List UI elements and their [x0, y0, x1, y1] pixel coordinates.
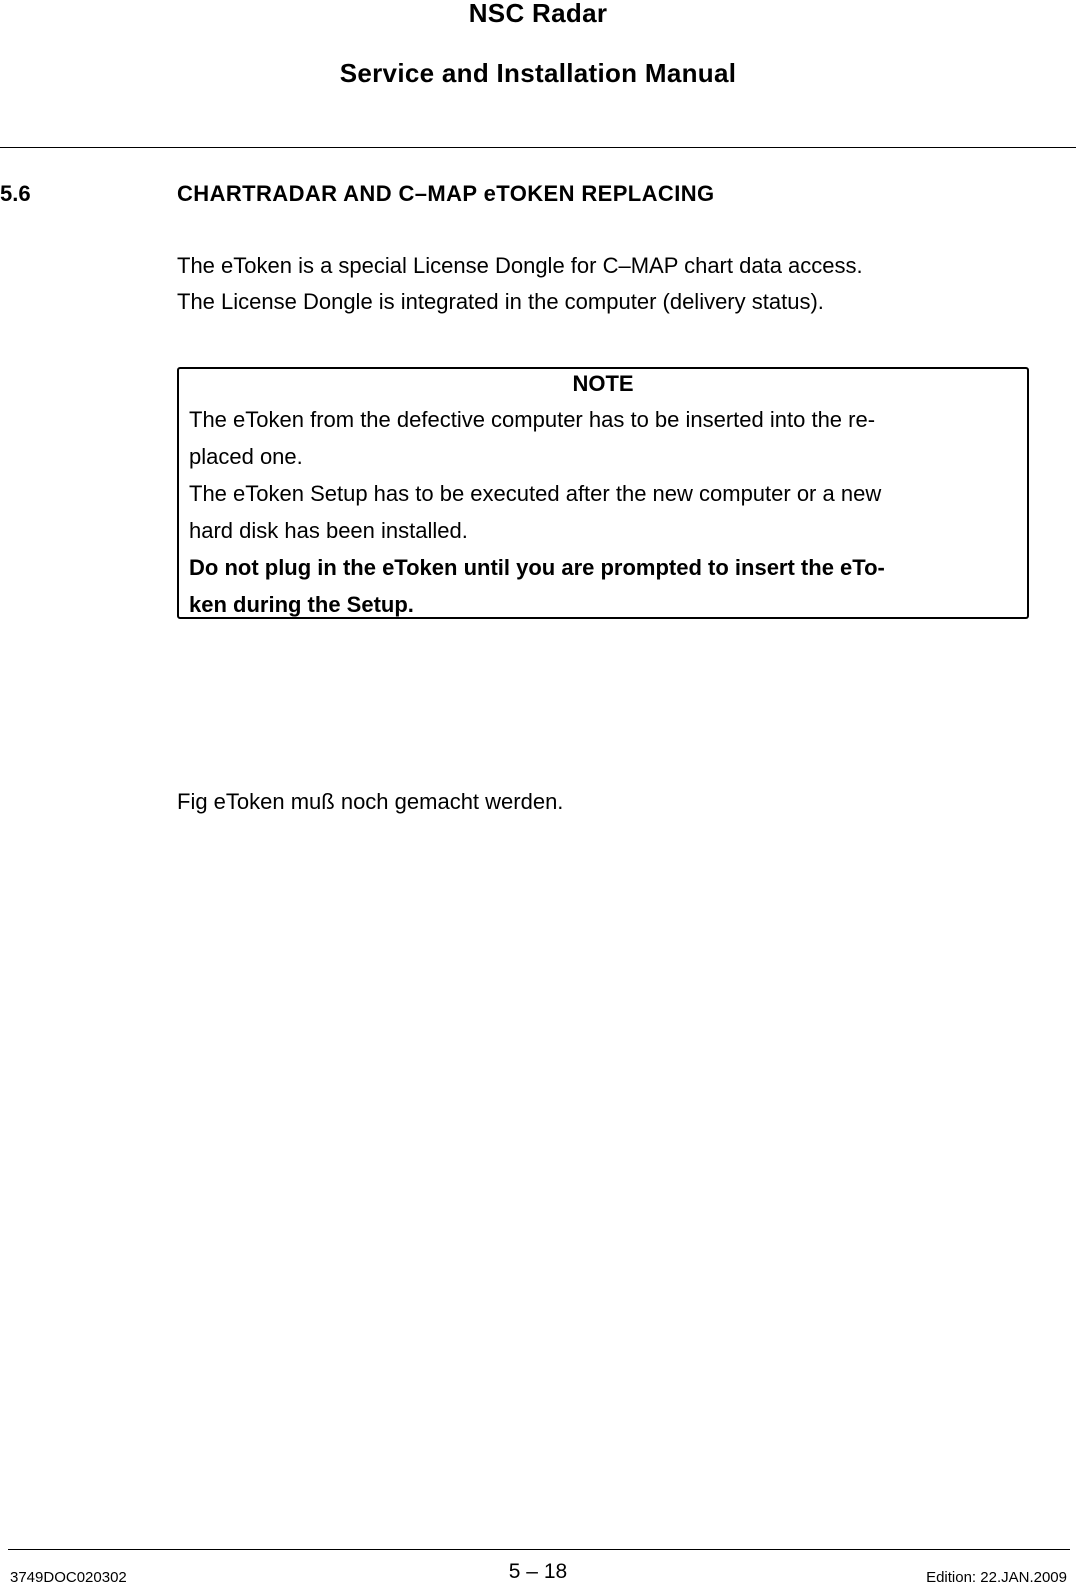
document-number: 3749DOC020302	[10, 1569, 127, 1586]
page-number: 5 – 18	[508, 1560, 568, 1583]
note-text-line: The eToken Setup has to be executed after the new computer or a new	[189, 481, 882, 506]
note-warning-line: Do not plug in the eToken until you are prompted to insert the eTo-	[189, 555, 885, 580]
note-text-line: placed one.	[189, 444, 303, 469]
note-box	[177, 367, 1029, 619]
intro-paragraph-line: The License Dongle is integrated in the computer (delivery status).	[177, 289, 824, 314]
header-divider	[0, 147, 1076, 148]
section-title: CHARTRADAR AND C–MAP eTOKEN REPLACING	[177, 181, 715, 206]
section-number: 5.6	[0, 181, 31, 206]
note-text-line: hard disk has been installed.	[189, 518, 468, 543]
footer-divider	[8, 1549, 1070, 1550]
figure-placeholder-text: Fig eToken muß noch gemacht werden.	[177, 789, 564, 814]
note-warning-line: ken during the Setup.	[189, 592, 414, 617]
intro-paragraph-line: The eToken is a special License Dongle for C–MAP chart data access.	[177, 253, 863, 278]
note-heading: NOTE	[572, 371, 634, 396]
document-subtitle: Service and Installation Manual	[339, 58, 737, 88]
edition-date: Edition: 22.JAN.2009	[926, 1569, 1067, 1586]
note-text-line: The eToken from the defective computer has to be inserted into the re-	[189, 407, 876, 432]
document-title: NSC Radar	[468, 0, 608, 28]
